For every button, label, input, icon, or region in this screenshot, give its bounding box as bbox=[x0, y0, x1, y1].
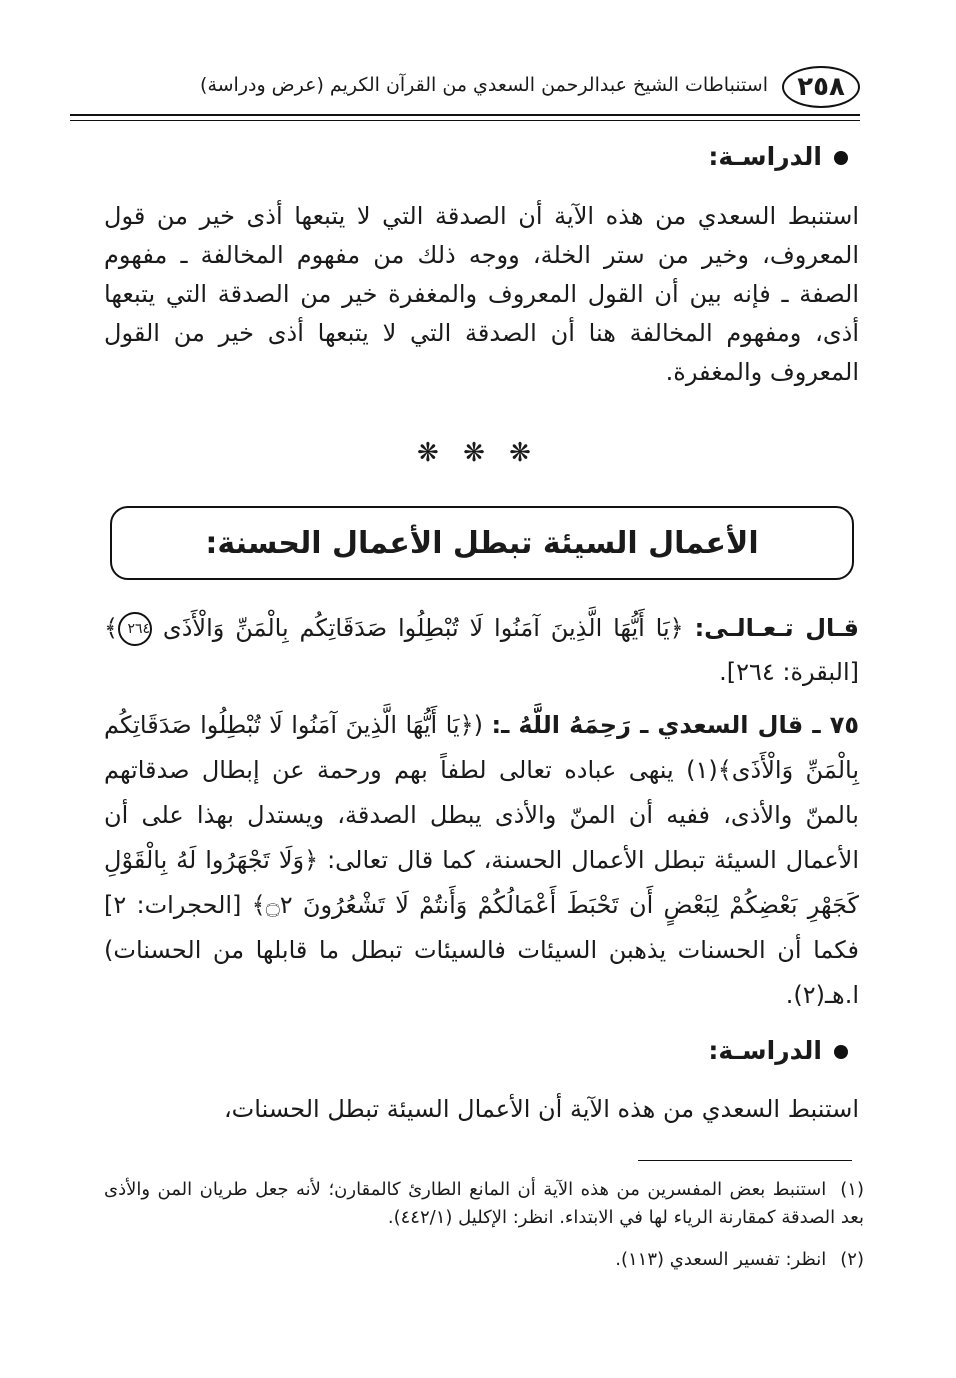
bullet-icon bbox=[834, 151, 848, 165]
ayah-number-icon: ٢٦٤ bbox=[118, 612, 152, 646]
running-title: استنباطات الشيخ عبدالرحمن السعدي من القرآن الكريم (عرض ودراسة) bbox=[200, 74, 768, 96]
study-paragraph-2: استنبط السعدي من هذه الآية أن الأعمال السيئة تبطل الحسنات، bbox=[223, 1095, 859, 1123]
verse-reference: [البقرة: ٢٦٤]. bbox=[719, 658, 859, 686]
footnote-separator bbox=[638, 1160, 852, 1161]
verse-closing: ﴾ bbox=[104, 614, 119, 642]
footnote-1-text: استنبط بعض المفسرين من هذه الآية أن المانع الطارئ كالمقارن؛ لأنه جعل طريان المن والأذى بعد الصدقة كمقارنة الرياء لها في الابتداء. انظر: الإكليل (٤٤٢/١). bbox=[104, 1179, 864, 1228]
topic-title-box bbox=[110, 506, 854, 580]
study-heading-1-text: الدراسـة: bbox=[708, 142, 822, 171]
quote-text: (﴿يَا أَيُّهَا الَّذِينَ آمَنُوا لَا تُبْطِلُوا صَدَقَاتِكُم بِالْمَنِّ وَالْأَذَى﴾(١) ينهى عباده تعالى لطفاً بهم ورحمة عن إبطال صدقاتهم بالمنّ والأذى، ففيه أن المنّ والأذى يبطل الصدقة، ويستدل بهذا على أن الأعمال السيئة تبطل الأعمال الحسنة، كما قال تعالى: ﴿وَلَا تَجْهَرُوا لَهُ بِالْقَوْلِ كَجَهْرِ بَعْضِكُمْ لِبَعْضٍ أَن تَحْبَطَ أَعْمَالُكُمْ وَأَنتُمْ لَا تَشْعُرُونَ ۝٢﴾ [الحجرات: ٢] فكما أن الحسنات يذهبن السيئات فالسيئات تبطل ما قابلها من الحسنات) ا.هـ(٢). bbox=[104, 711, 860, 1009]
footnote-1-marker: (١) bbox=[840, 1179, 864, 1200]
saadi-quote-block bbox=[104, 703, 859, 1018]
footnote-2-marker: (٢) bbox=[840, 1249, 864, 1270]
study-heading-1 bbox=[708, 142, 848, 171]
study-paragraph-1: استنبط السعدي من هذه الآية أن الصدقة التي لا يتبعها أذى خير من قول المعروف، وخير من ستر الخلة، ووجه ذلك من مفهوم المخالفة ـ مفهوم الصفة ـ فإنه بين أن القول المعروف والمغفرة خير من الصدقة التي يتبعها أذى، ومفهوم المخالفة هنا أن الصدقة التي لا يتبعها أذى خير من القول المعروف والمغفرة. bbox=[104, 202, 859, 386]
quote-number-author: ٧٥ ـ قال السعدي ـ رَحِمَهُ اللَّهُ ـ: bbox=[491, 711, 859, 739]
footnote-2-text: انظر: تفسير السعدي (١١٣). bbox=[615, 1249, 827, 1270]
verse-block bbox=[104, 606, 859, 694]
footnote-2 bbox=[104, 1246, 864, 1274]
section-separator-stars: ❋ ❋ ❋ bbox=[417, 438, 539, 468]
header-rule-thin bbox=[70, 120, 860, 121]
page-number: ٢٥٨ bbox=[782, 66, 860, 108]
verse-lead: قـال تـعـالـى: bbox=[694, 614, 859, 642]
study-heading-2-text: الدراسـة: bbox=[708, 1036, 822, 1065]
study-heading-2 bbox=[708, 1036, 848, 1065]
footnote-1 bbox=[104, 1176, 864, 1232]
header-rule-thick bbox=[70, 114, 860, 116]
bullet-icon bbox=[834, 1045, 848, 1059]
verse-text: ﴿يَا أَيُّهَا الَّذِينَ آمَنُوا لَا تُبْطِلُوا صَدَقَاتِكُم بِالْمَنِّ وَالْأَذَى bbox=[162, 614, 684, 642]
topic-title: الأعمال السيئة تبطل الأعمال الحسنة: bbox=[205, 525, 759, 561]
page-header bbox=[70, 66, 860, 112]
